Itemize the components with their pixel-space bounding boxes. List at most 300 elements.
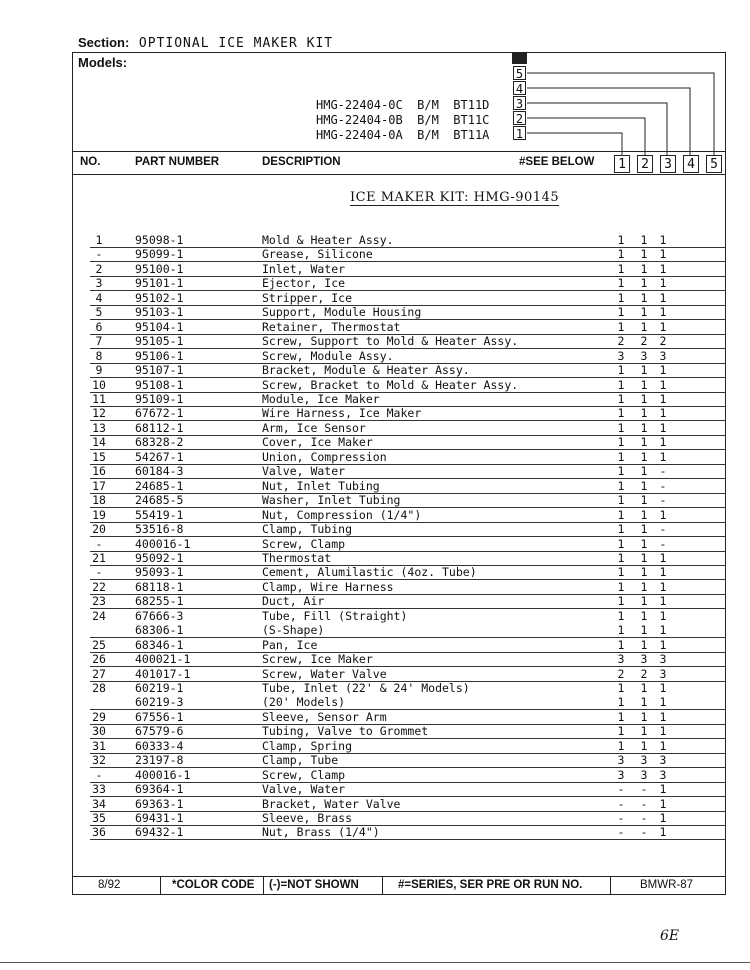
row-no: 1 (95, 233, 103, 247)
row-no: 2 (95, 261, 103, 276)
table-row (80, 523, 726, 537)
row-qty: 1 (659, 608, 667, 623)
row-description: Tubing, Valve to Grommet (262, 724, 429, 739)
row-no: 35 (92, 811, 106, 825)
row-part-number: 69432-1 (135, 825, 184, 840)
table-row (80, 624, 726, 638)
row-part-number: 60184-3 (135, 464, 184, 479)
row-no: 18 (92, 493, 106, 508)
row-part-number: 68328-2 (135, 435, 184, 450)
row-no: 27 (92, 666, 106, 681)
model-box: 3 (513, 96, 526, 110)
row-qty: 1 (640, 363, 648, 377)
row-qty: 1 (640, 623, 648, 638)
row-part-number: 60219-1 (135, 681, 184, 695)
row-qty: 1 (640, 695, 648, 710)
row-no: 12 (92, 406, 106, 421)
row-no: 31 (92, 738, 106, 753)
row-description: Screw, Clamp (262, 767, 346, 782)
row-qty: 1 (640, 738, 648, 753)
table-row (80, 538, 726, 552)
row-description: Cover, Ice Maker (262, 435, 373, 450)
row-part-number: 67579-6 (135, 724, 184, 739)
row-qty: 1 (659, 565, 667, 580)
row-part-number: 69431-1 (135, 811, 184, 825)
row-part-number: 95106-1 (135, 348, 184, 363)
row-qty: - (659, 536, 667, 551)
row-qty: 1 (640, 493, 648, 508)
table-row (80, 769, 726, 783)
row-no: 33 (92, 782, 106, 797)
row-qty: 1 (617, 478, 625, 493)
row-no: 15 (92, 449, 106, 464)
table-row (80, 407, 726, 421)
row-description: Tube, Fill (Straight) (262, 608, 408, 623)
row-part-number: 95105-1 (135, 334, 184, 349)
row-description: Support, Module Housing (262, 305, 422, 320)
row-description: Bracket, Module & Heater Assy. (262, 363, 470, 377)
row-qty: 1 (640, 233, 648, 247)
row-description: Washer, Inlet Tubing (262, 493, 401, 508)
row-part-number: 54267-1 (135, 449, 184, 464)
row-no: 32 (92, 753, 106, 768)
col-model-box: 2 (637, 155, 653, 173)
row-part-number: 68346-1 (135, 637, 184, 652)
row-qty: 1 (617, 377, 625, 392)
row-qty: 1 (617, 550, 625, 565)
table-row (80, 711, 726, 725)
row-description: Thermostat (262, 550, 332, 565)
row-description: Bracket, Water Valve (262, 796, 401, 811)
row-part-number: 60219-3 (135, 695, 184, 710)
row-no: 25 (92, 637, 106, 652)
table-row (80, 653, 726, 667)
row-qty: 3 (617, 652, 625, 666)
table-row (80, 480, 726, 494)
row-qty: 1 (617, 738, 625, 753)
row-qty: 1 (659, 709, 667, 724)
row-description: Wire Harness, Ice Maker (262, 406, 422, 421)
row-qty: - (640, 811, 648, 825)
row-part-number: 69363-1 (135, 796, 184, 811)
row-part-number: 95107-1 (135, 363, 184, 377)
row-qty: 3 (617, 767, 625, 782)
row-qty: 1 (640, 709, 648, 724)
row-qty: 1 (640, 319, 648, 334)
row-qty: 1 (659, 435, 667, 450)
row-qty: 3 (659, 767, 667, 782)
row-part-number: 67666-3 (135, 608, 184, 623)
row-description: Screw, Water Valve (262, 666, 387, 681)
row-qty: 1 (640, 724, 648, 739)
row-qty: 1 (659, 695, 667, 710)
row-no: - (95, 247, 103, 262)
row-qty: 1 (617, 623, 625, 638)
row-no: 29 (92, 709, 106, 724)
row-qty: 1 (617, 391, 625, 406)
row-part-number: 69364-1 (135, 782, 184, 797)
table-row (80, 379, 726, 393)
row-qty: 2 (617, 666, 625, 681)
table-row (80, 595, 726, 609)
row-qty: 3 (659, 348, 667, 363)
row-part-number: 95099-1 (135, 247, 184, 262)
row-no: 23 (92, 594, 106, 609)
table-row (80, 740, 726, 754)
table-row (80, 277, 726, 291)
row-qty: 1 (617, 507, 625, 522)
row-no: 4 (95, 290, 103, 305)
row-no: 22 (92, 579, 106, 594)
row-qty: 1 (640, 449, 648, 464)
row-qty: 1 (659, 724, 667, 739)
row-description: Pan, Ice (262, 637, 318, 652)
row-description: Sleeve, Brass (262, 811, 353, 825)
row-qty: 1 (640, 579, 648, 594)
table-row (80, 350, 726, 364)
row-no: 24 (92, 608, 106, 623)
row-part-number: 68112-1 (135, 420, 184, 435)
row-qty: 1 (640, 276, 648, 291)
row-qty: 1 (659, 550, 667, 565)
row-qty: 1 (617, 420, 625, 435)
row-qty: 1 (640, 305, 648, 320)
table-row (80, 509, 726, 523)
row-qty: 1 (617, 449, 625, 464)
row-qty: 1 (659, 623, 667, 638)
row-qty: 1 (617, 522, 625, 536)
row-no: 36 (92, 825, 106, 840)
row-no: 7 (95, 334, 103, 349)
row-part-number: 400016-1 (135, 767, 191, 782)
row-qty: 1 (617, 724, 625, 739)
row-qty: 1 (640, 507, 648, 522)
footer-divider (160, 876, 161, 895)
row-qty: - (617, 825, 625, 840)
row-qty: 1 (617, 464, 625, 479)
row-qty: 3 (659, 753, 667, 768)
row-qty: - (659, 464, 667, 479)
row-qty: 1 (659, 391, 667, 406)
row-qty: - (617, 811, 625, 825)
row-qty: 1 (617, 565, 625, 580)
row-part-number: 95108-1 (135, 377, 184, 392)
row-qty: 1 (640, 594, 648, 609)
row-no: 11 (92, 391, 106, 406)
row-qty: 1 (640, 435, 648, 450)
table-row (80, 422, 726, 436)
kit-title: ICE MAKER KIT: HMG-90145 (350, 190, 560, 205)
row-qty: 1 (640, 637, 648, 652)
row-qty: 1 (617, 276, 625, 291)
row-part-number: 53516-8 (135, 522, 184, 536)
col-model-box: 3 (660, 155, 676, 173)
row-no: - (95, 767, 103, 782)
table-row (80, 364, 726, 378)
row-description: Sleeve, Sensor Arm (262, 709, 387, 724)
table-row (80, 263, 726, 277)
col-model-box: 4 (683, 155, 699, 173)
row-qty: - (640, 825, 648, 840)
row-underline (90, 839, 726, 840)
row-qty: 1 (659, 681, 667, 695)
row-qty: 1 (659, 738, 667, 753)
row-qty: 1 (640, 522, 648, 536)
model-line: HMG-22404-0B B/M BT11C (316, 113, 490, 127)
row-qty: 1 (640, 406, 648, 421)
footer-color-code: *COLOR CODE (172, 879, 255, 891)
row-description: Union, Compression (262, 449, 387, 464)
row-qty: 1 (640, 464, 648, 479)
row-no: 16 (92, 464, 106, 479)
row-description: Grease, Silicone (262, 247, 373, 262)
row-description: Clamp, Spring (262, 738, 353, 753)
footer-divider (263, 876, 264, 895)
row-qty: 3 (640, 753, 648, 768)
row-description: Clamp, Tube (262, 753, 339, 768)
row-qty: 1 (640, 247, 648, 262)
row-qty: 1 (617, 608, 625, 623)
row-description: Clamp, Wire Harness (262, 579, 394, 594)
row-part-number: 24685-5 (135, 493, 184, 508)
row-qty: 1 (659, 377, 667, 392)
row-no: - (95, 565, 103, 580)
row-description: Ejector, Ice (262, 276, 346, 291)
table-row (80, 451, 726, 465)
table-row (80, 552, 726, 566)
footer-divider (382, 876, 383, 895)
model-box: 5 (513, 66, 526, 80)
row-qty: 1 (640, 565, 648, 580)
row-part-number: 24685-1 (135, 478, 184, 493)
row-no: 6 (95, 319, 103, 334)
row-qty: 1 (659, 290, 667, 305)
footer-top-rule (72, 876, 726, 877)
row-qty: 1 (617, 363, 625, 377)
row-no: 26 (92, 652, 106, 666)
row-qty: 1 (640, 261, 648, 276)
table-row (80, 335, 726, 349)
row-qty: 1 (659, 247, 667, 262)
row-description: Inlet, Water (262, 261, 346, 276)
row-qty: 1 (659, 782, 667, 797)
row-qty: 1 (659, 507, 667, 522)
row-part-number: 55419-1 (135, 507, 184, 522)
row-qty: - (617, 796, 625, 811)
row-qty: 1 (617, 536, 625, 551)
row-qty: 1 (659, 261, 667, 276)
row-qty: 1 (617, 493, 625, 508)
row-qty: 1 (659, 594, 667, 609)
model-box: 4 (513, 81, 526, 95)
row-qty: 1 (617, 695, 625, 710)
table-row (80, 826, 726, 840)
row-description: Nut, Compression (1/4") (262, 507, 422, 522)
row-qty: 3 (617, 753, 625, 768)
col-see-below: #SEE BELOW (519, 156, 595, 168)
row-qty: 3 (640, 767, 648, 782)
col-part-number: PART NUMBER (135, 156, 220, 168)
row-part-number: 400021-1 (135, 652, 191, 666)
row-qty: - (659, 493, 667, 508)
table-row (80, 321, 726, 335)
row-qty: 2 (659, 334, 667, 349)
row-qty: - (659, 478, 667, 493)
row-qty: 1 (640, 608, 648, 623)
footer-date: 8/92 (98, 879, 121, 891)
row-no: 30 (92, 724, 106, 739)
row-no: - (95, 536, 103, 551)
row-qty: 1 (659, 637, 667, 652)
row-qty: 1 (617, 594, 625, 609)
row-qty: 1 (617, 681, 625, 695)
footer-not-shown: (-)=NOT SHOWN (269, 879, 359, 891)
row-qty: 1 (617, 233, 625, 247)
table-row (80, 494, 726, 508)
row-qty: 1 (617, 319, 625, 334)
row-qty: - (617, 782, 625, 797)
row-part-number: 401017-1 (135, 666, 191, 681)
table-row (80, 306, 726, 320)
footer-divider (610, 876, 611, 895)
row-description: Valve, Water (262, 464, 346, 479)
row-qty: 1 (659, 449, 667, 464)
row-part-number: 60333-4 (135, 738, 184, 753)
column-header-bottom-rule (72, 174, 726, 175)
row-qty: 2 (640, 334, 648, 349)
col-model-box: 5 (706, 155, 722, 173)
row-qty: 1 (659, 406, 667, 421)
row-no: 9 (95, 363, 103, 377)
table-row (80, 248, 726, 262)
table-row (80, 754, 726, 768)
row-qty: 1 (659, 363, 667, 377)
row-no: 21 (92, 550, 106, 565)
row-description: (20' Models) (262, 695, 346, 710)
table-row (80, 581, 726, 595)
row-part-number: 95101-1 (135, 276, 184, 291)
table-row (80, 668, 726, 682)
handwritten-note: 6E (660, 928, 680, 944)
row-description: Tube, Inlet (22' & 24' Models) (262, 681, 470, 695)
row-part-number: 23197-8 (135, 753, 184, 768)
row-part-number: 95098-1 (135, 233, 184, 247)
row-description: Screw, Module Assy. (262, 348, 394, 363)
row-qty: 1 (659, 420, 667, 435)
model-box: 1 (513, 126, 526, 140)
row-qty: 1 (659, 276, 667, 291)
row-qty: 1 (617, 261, 625, 276)
column-header-top-rule (72, 151, 726, 152)
row-description: Screw, Support to Mold & Heater Assy. (262, 334, 519, 349)
row-qty: 3 (640, 348, 648, 363)
row-description: Mold & Heater Assy. (262, 233, 394, 247)
row-qty: 1 (640, 550, 648, 565)
row-no: 5 (95, 305, 103, 320)
row-no: 19 (92, 507, 106, 522)
table-row (80, 393, 726, 407)
row-qty: 1 (617, 709, 625, 724)
row-no: 14 (92, 435, 106, 450)
table-row (80, 725, 726, 739)
footer-doc-code: BMWR-87 (640, 879, 694, 891)
row-part-number: 400016-1 (135, 536, 191, 551)
model-leader-lines (0, 0, 750, 180)
row-qty: 1 (659, 305, 667, 320)
section-value: OPTIONAL ICE MAKER KIT (138, 36, 334, 51)
row-part-number: 95103-1 (135, 305, 184, 320)
table-row (80, 639, 726, 653)
row-qty: 2 (640, 666, 648, 681)
row-description: Cement, Alumilastic (4oz. Tube) (262, 565, 477, 580)
row-description: Module, Ice Maker (262, 391, 380, 406)
row-qty: 2 (617, 334, 625, 349)
row-qty: 1 (659, 796, 667, 811)
row-qty: 1 (659, 233, 667, 247)
row-qty: 1 (640, 536, 648, 551)
row-no: 8 (95, 348, 103, 363)
col-model-box: 1 (614, 155, 630, 173)
row-qty: 1 (659, 825, 667, 840)
row-qty: - (640, 782, 648, 797)
row-qty: 1 (659, 579, 667, 594)
row-qty: - (659, 522, 667, 536)
row-description: Nut, Inlet Tubing (262, 478, 380, 493)
row-qty: 1 (640, 391, 648, 406)
table-row (80, 292, 726, 306)
row-description: Arm, Ice Sensor (262, 420, 366, 435)
row-qty: 3 (659, 652, 667, 666)
table-row (80, 783, 726, 797)
row-qty: - (640, 796, 648, 811)
row-description: Stripper, Ice (262, 290, 353, 305)
table-row (80, 234, 726, 248)
row-qty: 3 (617, 348, 625, 363)
row-qty: 1 (617, 435, 625, 450)
table-row (80, 682, 726, 696)
row-qty: 1 (617, 247, 625, 262)
row-qty: 1 (640, 478, 648, 493)
row-qty: 1 (640, 377, 648, 392)
row-description: Screw, Clamp (262, 536, 346, 551)
row-description: Clamp, Tubing (262, 522, 353, 536)
row-no: 10 (92, 377, 106, 392)
row-part-number: 95104-1 (135, 319, 184, 334)
row-qty: 1 (617, 579, 625, 594)
row-qty: 1 (617, 406, 625, 421)
model-box: 2 (513, 111, 526, 125)
row-no: 20 (92, 522, 106, 536)
row-description: Duct, Air (262, 594, 325, 609)
row-part-number: 95102-1 (135, 290, 184, 305)
row-description: Nut, Brass (1/4") (262, 825, 380, 840)
row-no: 28 (92, 681, 106, 695)
row-description: Screw, Ice Maker (262, 652, 373, 666)
row-qty: 1 (640, 681, 648, 695)
table-row (80, 566, 726, 580)
row-no: 13 (92, 420, 106, 435)
footer-series: #=SERIES, SER PRE OR RUN NO. (398, 879, 583, 891)
table-row (80, 812, 726, 826)
row-qty: 3 (659, 666, 667, 681)
row-no: 34 (92, 796, 106, 811)
row-qty: 1 (617, 290, 625, 305)
models-label: Models: (78, 55, 128, 70)
bottom-rule (0, 962, 750, 963)
row-part-number: 95109-1 (135, 391, 184, 406)
row-description: Retainer, Thermostat (262, 319, 401, 334)
row-qty: 1 (659, 319, 667, 334)
